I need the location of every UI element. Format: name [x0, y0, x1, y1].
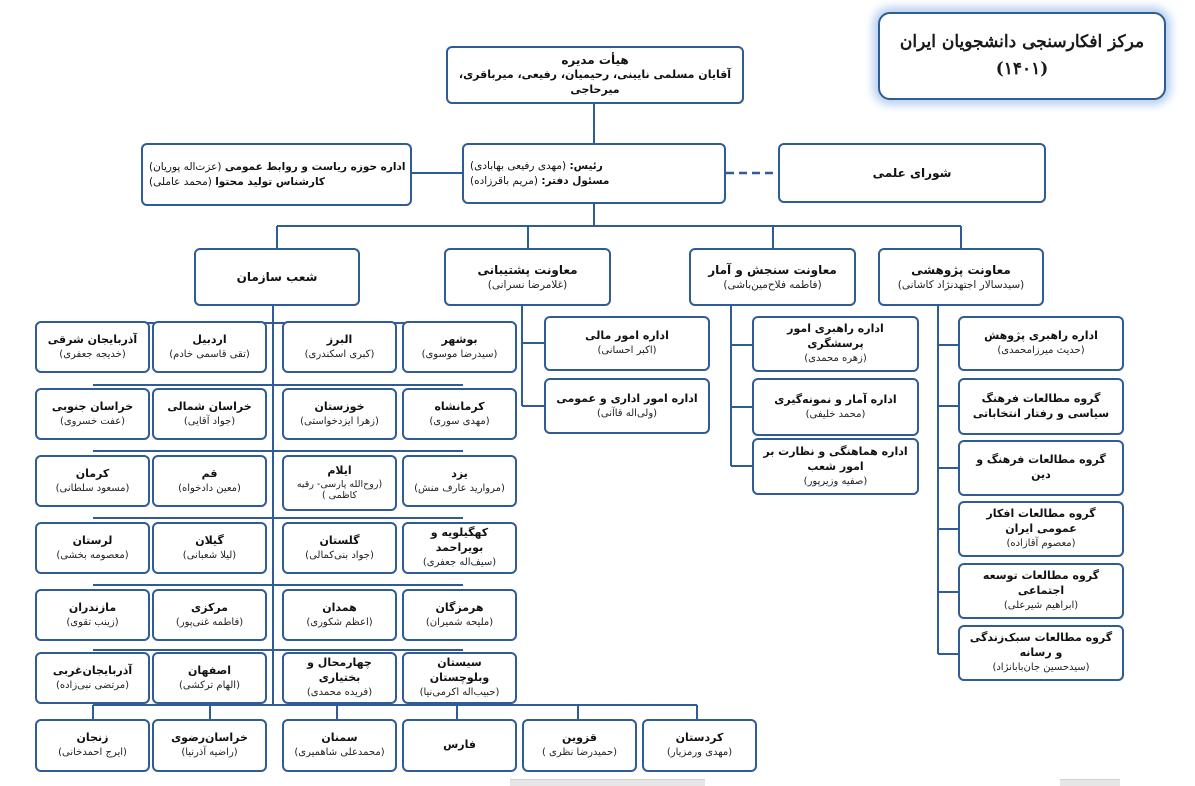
- office-manager-name: (مریم باقرزاده): [470, 174, 538, 187]
- research-unit: [958, 440, 1124, 496]
- research-unit: [958, 501, 1124, 557]
- unit-title: گروه مطالعات توسعه اجتماعی: [982, 569, 1100, 598]
- deputy-measurement-box: [689, 248, 856, 306]
- measurement-unit: [752, 378, 919, 436]
- unit-person: (حدیث میرزامحمدی): [997, 345, 1085, 357]
- unit-person: (معصومه بخشی): [56, 549, 129, 561]
- board-members: آقایان مسلمی نایینی، رحیمیان، رفیعی، میرباقری، میرحاجی: [458, 68, 732, 97]
- unit-title: قم: [201, 466, 218, 480]
- branch-box: [152, 522, 267, 574]
- content-expert-name: (محمد عاملی): [149, 175, 212, 188]
- unit-person: (صفیه وزیرپور): [803, 475, 868, 487]
- support-unit: [544, 316, 710, 371]
- unit-person: (کبری اسکندری): [304, 348, 375, 360]
- research-unit: [958, 378, 1124, 435]
- branch-box: [282, 589, 397, 641]
- branch-box: [402, 455, 517, 507]
- deputy-measurement-title: معاونت سنجش و آمار: [708, 262, 837, 277]
- unit-person: (عفت خسروی): [59, 415, 126, 427]
- unit-person: (مروارید عارف منش): [414, 482, 505, 494]
- unit-title: همدان: [322, 600, 357, 614]
- branch-box: [282, 455, 397, 511]
- unit-title: گیلان: [195, 533, 224, 547]
- branch-box: [282, 522, 397, 574]
- unit-person: (حمیدرضا نظری ): [541, 747, 618, 759]
- unit-title: یزد: [451, 466, 468, 480]
- branch-box: [152, 719, 267, 772]
- deputy-support-person: (غلامرضا نسرانی): [487, 279, 568, 291]
- branch-box: [152, 652, 267, 704]
- board-of-directors-box: [446, 46, 744, 104]
- unit-title: گروه مطالعات سبک‌زندگی و رسانه: [969, 631, 1113, 660]
- unit-title: کرمان: [75, 466, 110, 480]
- head-box: [462, 143, 726, 204]
- content-expert-label: کارشناس تولید محتوا: [215, 175, 325, 188]
- branch-box: [402, 652, 517, 704]
- unit-person: (زهره محمدی): [804, 353, 867, 365]
- branch-box: [35, 652, 150, 704]
- unit-title: فارس: [443, 738, 476, 752]
- unit-person: (سیدحسین جان‌بابانژاد): [992, 662, 1090, 674]
- unit-person: (مسعود سلطانی): [55, 482, 130, 494]
- unit-person: (جواد بنی‌کمالی): [305, 549, 374, 561]
- branch-box: [522, 719, 637, 772]
- unit-title: خراسان‌رضوی: [171, 731, 248, 745]
- unit-title: اداره راهبری پژوهش: [984, 329, 1098, 343]
- branch-box: [152, 455, 267, 507]
- unit-title: گروه مطالعات فرهنگ سیاسی و رفتار انتخاباتی: [972, 391, 1110, 420]
- branch-box: [282, 388, 397, 440]
- research-unit: [958, 625, 1124, 681]
- branch-box: [282, 321, 397, 373]
- unit-title: البرز: [326, 332, 353, 346]
- research-unit: [958, 563, 1124, 619]
- unit-person: (ملیحه شمیران): [425, 616, 494, 628]
- unit-title: مازندران: [68, 600, 117, 614]
- unit-person: (خدیجه جعفری): [59, 348, 126, 360]
- branch-box: [402, 321, 517, 373]
- unit-person: (محمدعلی شاهمیری): [294, 747, 385, 759]
- unit-title: اصفهان: [187, 663, 232, 677]
- branch-box: [35, 388, 150, 440]
- unit-person: (فریده محمدی): [306, 687, 373, 699]
- unit-person: (اعظم شکوری): [306, 616, 373, 628]
- unit-title: زنجان: [76, 731, 109, 745]
- unit-title: اداره امور اداری و عمومی: [556, 391, 698, 405]
- unit-title: کهگیلویه و بویراحمد: [430, 526, 489, 555]
- unit-title: کرمانشاه: [434, 399, 485, 413]
- unit-person: (جواد آقایی): [183, 415, 236, 427]
- unit-title: اداره راهبری امور پرسشگری: [787, 322, 884, 351]
- unit-person: (زهرا ایزدخواستی): [300, 415, 379, 427]
- unit-person: (تقی قاسمی خادم): [169, 348, 250, 360]
- center-year: (۱۴۰۱): [995, 59, 1049, 79]
- unit-person: (معین دادخواه): [178, 482, 241, 494]
- unit-person: (سیف‌اله جعفری): [422, 557, 497, 569]
- head-label: رئیس:: [569, 160, 603, 173]
- scientific-council-title: شورای علمی: [872, 165, 952, 180]
- branch-box: [642, 719, 757, 772]
- unit-title: ایلام: [327, 464, 352, 478]
- unit-person: (فاطمه غنی‌پور): [175, 616, 244, 628]
- unit-title: خراسان شمالی: [167, 399, 252, 413]
- unit-person: (لیلا شعبانی): [182, 549, 237, 561]
- presidency-affairs-box: [141, 143, 412, 206]
- unit-person: (الهام ترکشی): [179, 679, 240, 691]
- unit-person: (روح‌الله پارسی- رقیه کاظمی ): [296, 479, 383, 502]
- deputy-support-box: [444, 248, 611, 306]
- unit-person: (ابراهیم شیرعلی): [1003, 600, 1079, 612]
- deputy-support-title: معاونت پشتیبانی: [477, 262, 578, 277]
- presidency-name: (عزت‌اله پوریان): [149, 161, 222, 174]
- unit-person: (حبیب‌اله اکرمی‌نیا): [419, 687, 500, 699]
- unit-title: هرمزگان: [435, 600, 484, 614]
- scientific-council-box: [778, 143, 1046, 203]
- unit-person: (ولی‌اله قاآنی): [596, 407, 658, 419]
- unit-person: (محمد خلیفی): [805, 408, 866, 420]
- branch-box: [282, 652, 397, 704]
- unit-person: (سیدرضا موسوی): [421, 348, 498, 360]
- unit-title: مرکزی: [191, 600, 228, 614]
- unit-person: (راضیه آذرنیا): [181, 747, 238, 759]
- unit-title: قزوین: [562, 731, 597, 745]
- unit-person: (مهدی ورمزیار): [666, 747, 733, 759]
- research-unit: [958, 316, 1124, 371]
- unit-title: گروه مطالعات فرهنگ و دین: [976, 453, 1106, 481]
- unit-person: (معصوم آقازاده): [1006, 538, 1076, 550]
- branch-box: [402, 522, 517, 574]
- unit-title: کردستان: [675, 731, 724, 745]
- unit-title: خوزستان: [314, 399, 365, 413]
- unit-person: (مرتضی نبی‌زاده): [55, 679, 130, 691]
- unit-title: لرستان: [72, 533, 113, 547]
- office-manager-label: مسئول دفتر:: [541, 174, 610, 187]
- head-name: (مهدی رفیعی بهابادی): [470, 160, 567, 173]
- unit-title: سیستان وبلوچستان: [429, 656, 490, 685]
- branch-box: [402, 589, 517, 641]
- unit-title: بوشهر: [441, 332, 478, 346]
- branch-box: [35, 522, 150, 574]
- deputy-measurement-person: (فاطمه فلاح‌مین‌باشی): [723, 279, 822, 291]
- branch-box: [152, 388, 267, 440]
- presidency-label: اداره حوزه ریاست و روابط عمومی: [224, 161, 406, 174]
- unit-title: گلستان: [319, 533, 360, 547]
- unit-title: خراسان جنوبی: [51, 399, 134, 413]
- branch-box: [35, 719, 150, 772]
- unit-person: (مهدی سوری): [429, 415, 490, 427]
- measurement-unit: [752, 438, 919, 495]
- board-title: هیأت مدیره: [561, 53, 629, 68]
- unit-person: (زینب تقوی): [66, 616, 119, 628]
- measurement-unit: [752, 316, 919, 372]
- branches-title: شعب سازمان: [236, 269, 318, 284]
- unit-person: (ایرج احمدخانی): [58, 747, 127, 759]
- deputy-research-title: معاونت پژوهشی: [911, 262, 1011, 277]
- support-unit: [544, 378, 710, 434]
- branches-box: [194, 248, 360, 306]
- unit-title: اردبیل: [192, 332, 227, 346]
- branch-box: [152, 321, 267, 373]
- unit-title: اداره آمار و نمونه‌گیری: [774, 392, 897, 406]
- branch-box: [35, 455, 150, 507]
- deputy-research-box: [878, 248, 1044, 306]
- unit-title: سمنان: [321, 731, 358, 745]
- unit-title: اداره هماهنگی و نظارت بر امور شعب: [763, 444, 908, 473]
- unit-title: آذربایجان شرقی: [47, 332, 138, 346]
- unit-title: آذربایجان‌غربی: [52, 663, 133, 677]
- branch-box: [152, 589, 267, 641]
- branch-box: [35, 589, 150, 641]
- unit-title: چهارمحال و بختیاری: [307, 656, 372, 685]
- center-title: مرکز افکارسنجی دانشجویان ایران: [899, 31, 1145, 52]
- branch-box: [402, 388, 517, 440]
- unit-title: اداره امور مالی: [585, 329, 669, 343]
- center-title-box: [878, 12, 1166, 100]
- unit-person: (اکبر احسانی): [597, 345, 657, 357]
- deputy-research-person: (سیدسالار اجتهدنژاد کاشانی): [897, 279, 1025, 291]
- unit-title: گروه مطالعات افکار عمومی ایران: [986, 507, 1096, 536]
- branch-box: [402, 719, 517, 772]
- branch-box: [282, 719, 397, 772]
- branch-box: [35, 321, 150, 373]
